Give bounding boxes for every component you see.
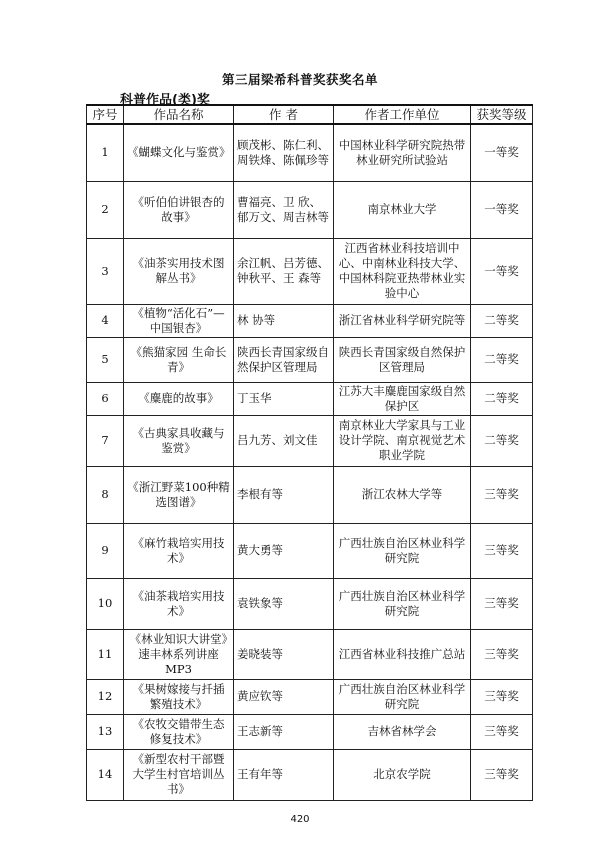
row-unit: 中国林业科学研究院热带林业研究所试验站 [334, 124, 471, 181]
row-award-level: 二等奖 [471, 304, 533, 337]
row-unit: 陕西长青国家级自然保护区管理局 [334, 337, 471, 382]
row-work-name: 《听伯伯讲银杏的故事》 [124, 181, 234, 238]
row-no: 13 [87, 714, 124, 749]
row-work-name: 《熊猫家园 生命长青》 [124, 337, 234, 382]
row-unit: 江西省林业科技推广总站 [334, 629, 471, 679]
row-work-name: 《林业知识大讲堂》速丰林系列讲座MP3 [124, 629, 234, 679]
row-work-name: 《新型农村干部暨大学生村官培训丛书》 [124, 749, 234, 800]
row-work-name: 《古典家具收藏与鉴赏》 [124, 415, 234, 466]
row-author: 黄应钦等 [234, 679, 334, 714]
table-row [87, 578, 533, 629]
row-author: 丁玉华 [234, 382, 334, 415]
awards-table [86, 104, 533, 801]
row-award-level: 一等奖 [471, 238, 533, 304]
row-unit: 南京林业大学家具与工业设计学院、南京视觉艺术职业学院 [334, 415, 471, 466]
row-author: 陕西长青国家级自然保护区管理局 [234, 337, 334, 382]
row-unit: 广西壮族自治区林业科学研究院 [334, 578, 471, 629]
row-no: 11 [87, 629, 124, 679]
row-award-level: 二等奖 [471, 337, 533, 382]
row-award-level: 三等奖 [471, 629, 533, 679]
row-no: 14 [87, 749, 124, 800]
row-author: 顾茂彬、陈仁利、周铁烽、陈佩珍等 [234, 124, 334, 181]
table-row [87, 238, 533, 304]
table-row [87, 714, 533, 749]
table-row [87, 181, 533, 238]
table-row [87, 749, 533, 800]
row-unit: 南京林业大学 [334, 181, 471, 238]
header-unit: 作者工作单位 [334, 105, 471, 124]
row-author: 王有年等 [234, 749, 334, 800]
row-award-level: 一等奖 [471, 181, 533, 238]
header-no: 序号 [87, 105, 124, 124]
table-row [87, 337, 533, 382]
row-author: 姜晓装等 [234, 629, 334, 679]
row-unit: 浙江省林业科学研究院等 [334, 304, 471, 337]
row-work-name: 《植物“活化石”—中国银杏》 [124, 304, 234, 337]
row-work-name: 《农牧交错带生态修复技术》 [124, 714, 234, 749]
row-award-level: 三等奖 [471, 714, 533, 749]
row-unit: 江苏大丰麋鹿国家级自然保护区 [334, 382, 471, 415]
row-no: 9 [87, 523, 124, 578]
row-no: 12 [87, 679, 124, 714]
row-unit: 吉林省林学会 [334, 714, 471, 749]
row-no: 6 [87, 382, 124, 415]
row-award-level: 一等奖 [471, 124, 533, 181]
row-work-name: 《油茶实用技术图解丛书》 [124, 238, 234, 304]
row-award-level: 二等奖 [471, 382, 533, 415]
row-no: 5 [87, 337, 124, 382]
header-author: 作 者 [234, 105, 334, 124]
table-row [87, 382, 533, 415]
row-unit: 浙江农林大学等 [334, 466, 471, 523]
header-work-name: 作品名称 [124, 105, 234, 124]
row-no: 1 [87, 124, 124, 181]
row-work-name: 《麋鹿的故事》 [124, 382, 234, 415]
row-author: 李根有等 [234, 466, 334, 523]
row-award-level: 三等奖 [471, 466, 533, 523]
row-author: 袁铁象等 [234, 578, 334, 629]
row-unit: 广西壮族自治区林业科学研究院 [334, 679, 471, 714]
row-author: 曹福亮、卫 欣、郁万文、周吉林等 [234, 181, 334, 238]
row-no: 2 [87, 181, 124, 238]
row-work-name: 《果树嫁接与扦插繁殖技术》 [124, 679, 234, 714]
section-title: 科普作品(类)奖 [120, 93, 210, 108]
table-row [87, 124, 533, 181]
row-author: 王志新等 [234, 714, 334, 749]
row-author: 吕九芳、刘文佳 [234, 415, 334, 466]
row-no: 8 [87, 466, 124, 523]
row-unit: 江西省林业科技培训中心、中南林业科技大学、中国林科院亚热带林业实验中心 [334, 238, 471, 304]
row-unit: 北京农学院 [334, 749, 471, 800]
row-award-level: 三等奖 [471, 578, 533, 629]
row-award-level: 三等奖 [471, 749, 533, 800]
table-row [87, 415, 533, 466]
table-header-row [87, 105, 533, 124]
row-award-level: 二等奖 [471, 415, 533, 466]
row-work-name: 《蝴蝶文化与鉴赏》 [124, 124, 234, 181]
table-row [87, 523, 533, 578]
row-author: 林 协等 [234, 304, 334, 337]
row-author: 余江帆、吕芳德、钟秋平、王 森等 [234, 238, 334, 304]
table-row [87, 679, 533, 714]
header-award-level: 获奖等级 [471, 105, 533, 124]
document-title: 第三届梁希科普奖获奖名单 [221, 72, 378, 87]
row-award-level: 三等奖 [471, 523, 533, 578]
row-award-level: 三等奖 [471, 679, 533, 714]
row-no: 4 [87, 304, 124, 337]
row-no: 7 [87, 415, 124, 466]
row-unit: 广西壮族自治区林业科学研究院 [334, 523, 471, 578]
row-author: 黄大勇等 [234, 523, 334, 578]
row-work-name: 《麻竹栽培实用技术》 [124, 523, 234, 578]
table-row [87, 466, 533, 523]
row-no: 3 [87, 238, 124, 304]
row-work-name: 《油茶栽培实用技术》 [124, 578, 234, 629]
row-no: 10 [87, 578, 124, 629]
table-row [87, 304, 533, 337]
table-row [87, 629, 533, 679]
row-work-name: 《浙江野菜100种精选图谱》 [124, 466, 234, 523]
page-number: 420 [290, 814, 310, 825]
